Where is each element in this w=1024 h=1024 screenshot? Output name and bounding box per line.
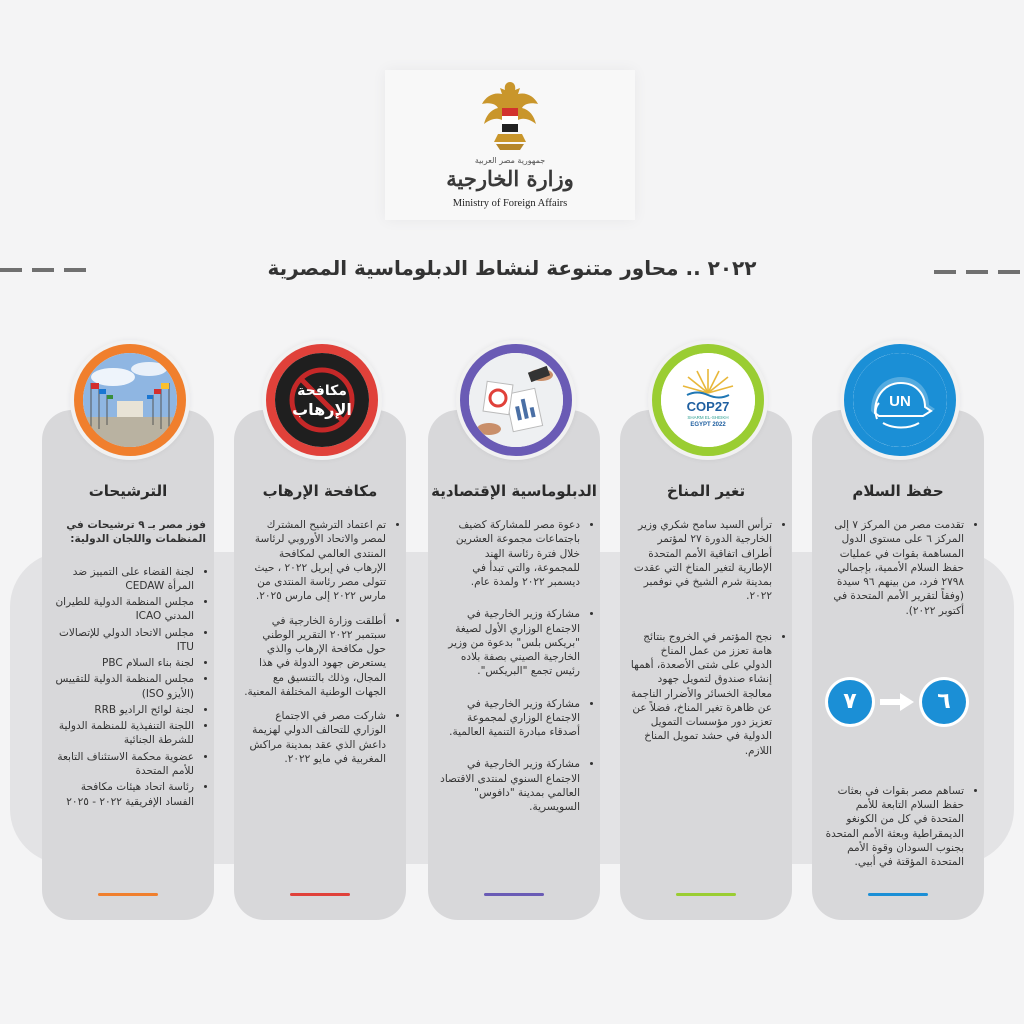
card-body bbox=[244, 518, 398, 778]
list-item: • رئاسة اتحاد هيئات مكافحة الفساد الإفريقية ٢٠٢٢ - ٢٠٢٥ bbox=[52, 780, 194, 809]
card-accent-line bbox=[290, 893, 350, 896]
terrorism-icon-line1: مكافحة bbox=[297, 383, 347, 399]
logo-arabic-caption: جمهورية مصر العربية bbox=[474, 156, 546, 165]
cop27-logo-icon bbox=[661, 353, 755, 447]
un-helmet-icon bbox=[853, 353, 947, 447]
climate-icon-circle bbox=[648, 340, 768, 460]
card-title: مكافحة الإرهاب bbox=[262, 482, 378, 500]
card-title: حفظ السلام bbox=[852, 482, 944, 500]
rank-from-badge: ٧ bbox=[828, 680, 872, 724]
card-body bbox=[630, 518, 784, 770]
list-item: • نجح المؤتمر في الخروج بنتائج هامة تعزز من عمل المناخ الدولي على شتى الأصعدة، أهمها إنشاء صندوق لتمويل جهود معالجة الخسائر والأضرار الناجمة عن ظاهرة تغير المناخ، فضلاً عن تعزيز دور مؤسسات التمويل الدولية في حشد تمويل المناخ اللازم. bbox=[630, 630, 772, 758]
terrorism-icon-line2: الإرهاب bbox=[292, 400, 352, 419]
page-title: ٢٠٢٢ .. محاور متنوعة لنشاط الدبلوماسية المصرية bbox=[267, 256, 757, 280]
list-item: • اللجنة التنفيذية للمنظمة الدولية للشرطة الجنائية bbox=[52, 719, 194, 748]
decorative-dashes-right bbox=[934, 270, 1024, 274]
list-item: • مجلس المنظمة الدولية للطيران المدني ICAO bbox=[52, 595, 194, 624]
cop27-year: EGYPT 2022 bbox=[690, 422, 726, 428]
list-item: • مجلس الاتحاد الدولي للإتصالات ITU bbox=[52, 626, 194, 655]
rank-to-badge: ٦ bbox=[922, 680, 966, 724]
list-item: • عضوية محكمة الاستئناف التابعة للأمم المتحدة bbox=[52, 750, 194, 779]
card-counter-terrorism bbox=[234, 410, 406, 920]
card-body bbox=[438, 518, 592, 827]
card-body bbox=[52, 518, 206, 811]
card-accent-line bbox=[868, 893, 928, 896]
card-intro: فوز مصر بـ ٩ ترشيحات في المنظمات واللجان الدولية: bbox=[66, 519, 206, 546]
list-item: • مشاركة وزير الخارجية في الاجتماع الوزاري لمجموعة أصدقاء مبادرة التنمية العالمية. bbox=[438, 697, 580, 740]
logo-english-name: Ministry of Foreign Affairs bbox=[452, 198, 568, 209]
card-accent-line bbox=[676, 893, 736, 896]
list-item: • مشاركة وزير الخارجية في الاجتماع الوزاري الأول لصيغة "بريكس بلس" بدعوة من وزير الخارجية الصيني بصفة بلاده رئيس تجمع "البريكس". bbox=[438, 607, 580, 678]
list-item: • تقدمت مصر من المركز ٧ إلى المركز ٦ على مستوى الدول المساهمة بقوات في عمليات حفظ السلام الأممية، بإجمالي ٢٧٩٨ فرد، من بينهم ٩٦ سيدة (وفقاً لتقرير الأمم المتحدة في أكتوبر ٢٠٢٢). bbox=[822, 518, 964, 618]
card-peacekeeping bbox=[812, 410, 984, 920]
cop27-city: SHARM EL-SHEIKH bbox=[687, 415, 729, 420]
card-title: تغير المناخ bbox=[666, 482, 746, 500]
arrow-right-icon bbox=[880, 693, 914, 711]
card-accent-line bbox=[98, 893, 158, 896]
list-item: • لجنة القضاء على التمييز ضد المرأة CEDAW bbox=[52, 565, 194, 594]
list-item: • تم اعتماد الترشيح المشترك لمصر والاتحاد الأوروبي لرئاسة المنتدى العالمي لمكافحة الإرهاب في إبريل ٢٠٢٢ ، حيث تتولى مصر رئاسة المنتدى من مارس ٢٠٢٢ إلى مارس ٢٠٢٥. bbox=[244, 518, 386, 604]
no-terrorism-icon bbox=[275, 353, 369, 447]
card-title: الترشيحات bbox=[88, 482, 168, 500]
list-item: • دعوة مصر للمشاركة كضيف باجتماعات مجموعة العشرين خلال فترة رئاسة الهند للمجموعة، والتي تبدأ في ديسمبر ٢٠٢٢ ولمدة عام. bbox=[438, 518, 580, 589]
ministry-logo bbox=[385, 70, 635, 220]
eagle-emblem-icon bbox=[480, 78, 540, 156]
terrorism-icon-circle bbox=[262, 340, 382, 460]
economy-icon-circle bbox=[456, 340, 576, 460]
list-item: • لجنة لوائح الراديو RRB bbox=[52, 703, 194, 717]
list-item: • ترأس السيد سامح شكري وزير الخارجية الدورة ٢٧ لمؤتمر أطراف اتفاقية الأمم المتحدة الإطارية لتغير المناخ التي عقدت بمدينة شرم الشيخ في نوفمبر ٢٠٢٢. bbox=[630, 518, 772, 604]
un-flags-photo-icon bbox=[83, 353, 177, 447]
decorative-dashes-left bbox=[0, 268, 96, 272]
rank-change bbox=[828, 680, 968, 726]
card-nominations bbox=[42, 410, 214, 920]
card-title: الدبلوماسية الإقتصادية bbox=[431, 482, 597, 500]
card-economic-diplomacy bbox=[428, 410, 600, 920]
card-climate bbox=[620, 410, 792, 920]
nominations-icon-circle bbox=[70, 340, 190, 460]
list-item: • أطلقت وزارة الخارجية في سبتمبر ٢٠٢٢ التقرير الوطني حول مكافحة الإرهاب والذي يستعرض جهود الدولة في هذا المجال، وذلك بالتنسيق مع الجهات الوطنية المختلفة المعنية. bbox=[244, 614, 386, 700]
list-item: • تساهم مصر بقوات في بعثات حفظ السلام التابعة للأمم المتحدة في كل من الكونغو الديمقراطية وبعثة الأمم المتحدة بجنوب السودان وقوة الأمم المتحدة المؤقتة في أبيي. bbox=[822, 784, 964, 870]
list-item: • مشاركة وزير الخارجية في الاجتماع السنوي لمنتدى الاقتصاد العالمي بمدينة "دافوس" السويسرية. bbox=[438, 757, 580, 814]
cop27-label: COP27 bbox=[686, 399, 730, 414]
list-item: • مجلس المنظمة الدولية للتقييس (الأيزو ISO) bbox=[52, 672, 194, 701]
card-accent-line bbox=[484, 893, 544, 896]
peacekeeping-icon-circle bbox=[840, 340, 960, 460]
logo-arabic-name: وزارة الخارجية bbox=[446, 166, 574, 191]
list-item: • لجنة بناء السلام PBC bbox=[52, 656, 194, 670]
list-item: • شاركت مصر في الاجتماع الوزاري للتحالف الدولي لهزيمة داعش الذي عقد بمدينة مراكش المغربية في مايو ٢٠٢٢. bbox=[244, 709, 386, 766]
un-label: UN bbox=[889, 393, 911, 410]
economy-meeting-icon bbox=[469, 353, 563, 447]
